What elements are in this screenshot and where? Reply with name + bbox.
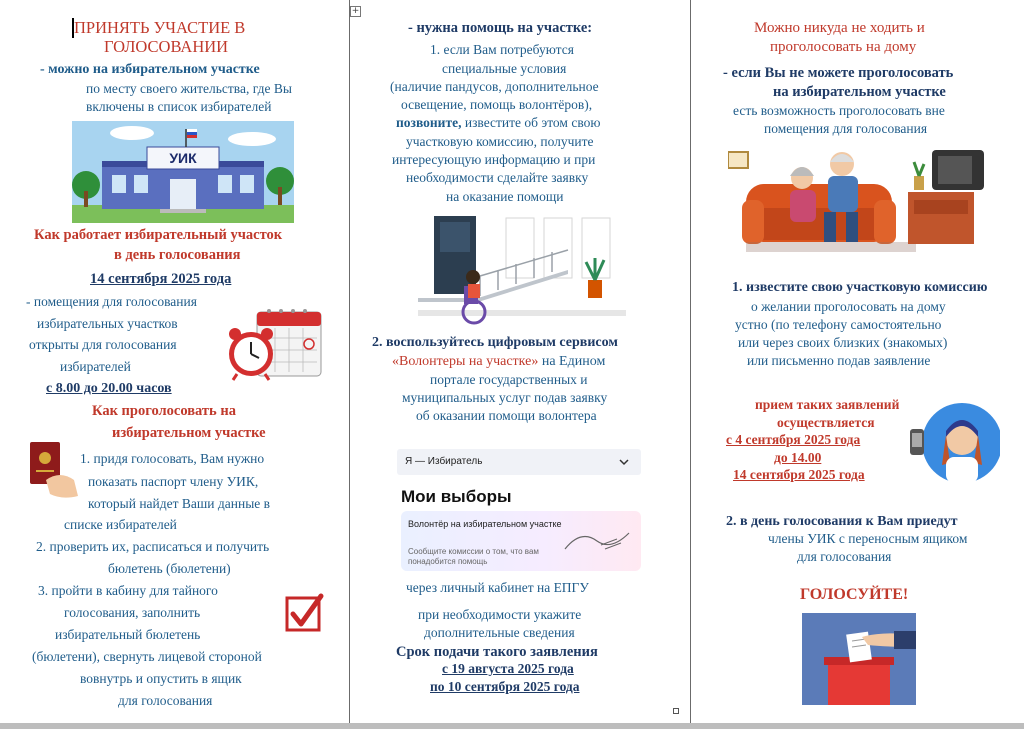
elderly-couple-home-illustration: [728, 138, 993, 256]
col2-a-line4: освещение, помощь волонтёров),: [401, 97, 593, 112]
col1-heading-how-vote-1: Как проголосовать на: [92, 403, 236, 419]
col3-period-until-time: до 14.00: [774, 450, 822, 465]
col3-step1-line1: 1. известите свою участковую комиссию: [732, 280, 988, 295]
column-divider-right: [690, 0, 691, 729]
col1-step3-line1: 3. пройти в кабину для тайного: [38, 583, 218, 598]
col2-deadline-heading: Срок подачи такого заявления: [396, 644, 598, 660]
col3-step1-line4: или через своих близких (знакомых): [738, 335, 948, 350]
handshake-icon: [561, 519, 633, 559]
col2-a-line7: интересующую информацию и при: [392, 152, 596, 167]
col2-b-line2: [392, 353, 605, 370]
col1-hours-line3: открыты для голосования: [29, 337, 177, 352]
col2-a-line1: 1. если Вам потребуются: [430, 42, 574, 57]
col3-period-line2: осуществляется: [777, 415, 875, 430]
woman-phone-avatar: [904, 401, 1000, 487]
col2-c-line2: при необходимости укажите: [418, 607, 582, 622]
col2-a-line8: необходимости сделайте заявку: [406, 170, 589, 185]
col2-deadline-to: по 10 сентября 2025 года: [430, 679, 580, 694]
ballot-box-icon: [802, 613, 916, 705]
uik-sign: УИК: [169, 150, 197, 166]
chevron-down-icon: [619, 458, 629, 466]
col3-step2-line1: 2. в день голосования к Вам приедут: [726, 514, 958, 529]
col3-step2-line2: члены УИК с переносным ящиком: [768, 531, 968, 546]
col3-heading-line1: Можно никуда не ходить и: [754, 20, 925, 36]
col1-step3-line3: избирательный бюлетень: [55, 627, 201, 642]
column-divider-left: [349, 0, 350, 729]
col1-hours-line4: избирателей: [60, 359, 131, 374]
col1-step3-line5: вовнутрь и опустить в ящик: [80, 671, 242, 686]
col3-period-line1: прием таких заявлений: [755, 397, 900, 412]
resize-handle[interactable]: [673, 708, 679, 714]
col2-b-line4: муниципальных услуг подав заявку: [402, 390, 608, 405]
col1-intro-line2: по месту своего жительства, где Вы: [86, 81, 292, 96]
col1-hours-line1: - помещения для голосования: [26, 294, 197, 309]
table-move-handle-icon[interactable]: +: [351, 6, 360, 16]
col2-c-line1: через личный кабинет на ЕПГУ: [406, 580, 589, 595]
col2-c-line3: дополнительные сведения: [424, 625, 575, 640]
col3-heading-line2: проголосовать на дому: [770, 39, 917, 55]
col2-deadline-from: с 19 августа 2025 года: [442, 661, 574, 676]
passport-icon: [26, 440, 82, 500]
gosuslugi-app-screenshot: [397, 449, 641, 577]
col2-a-line5-rest: известите об этом свою: [461, 115, 601, 130]
col3-vote-call: ГОЛОСУЙТЕ!: [800, 586, 909, 603]
col1-step3-line6: для голосования: [118, 693, 213, 708]
col1-step1-line1: 1. придя голосовать, Вам нужно: [80, 451, 265, 466]
calendar-clock-icon: [227, 306, 325, 384]
col2-call-emphasis: позвоните,: [396, 115, 462, 130]
col1-intro-line3: включены в список избирателей: [86, 99, 272, 114]
col3-intro-line3: есть возможность проголосовать вне: [733, 103, 945, 118]
col1-step1-line4: списке избирателей: [64, 517, 177, 532]
checkbox-check-icon: [285, 592, 325, 634]
col1-hours-value: с 8.00 до 20.00 часов: [46, 381, 172, 396]
col2-a-line2: специальные условия: [442, 61, 567, 76]
col1-step1-line3: который найдет Ваши данные в: [88, 496, 271, 511]
col1-step2-line2: бюлетень (бюлетени): [108, 561, 231, 576]
col3-period-from: с 4 сентября 2025 года: [726, 432, 861, 447]
voter-role-select-value: Я — Избиратель: [405, 456, 483, 467]
bottom-scrollbar[interactable]: [0, 723, 1024, 729]
col1-hours-line2: избирательных участков: [37, 316, 178, 331]
col1-election-date: 14 сентября 2025 года: [90, 271, 232, 287]
col1-step3-line2: голосования, заполнить: [64, 605, 201, 620]
wheelchair-ramp-illustration: [418, 214, 626, 326]
col1-heading-how-vote-2: избирательном участке: [112, 425, 266, 441]
voter-role-select[interactable]: [397, 449, 641, 475]
col1-title-line2: ГОЛОСОВАНИИ: [104, 37, 229, 56]
volunteer-card-title: Волонтёр на избирательном участке: [408, 519, 562, 529]
col1-intro-line1: - можно на избирательном участке: [40, 62, 260, 77]
col2-b-line3: портале государственных и: [430, 372, 588, 387]
col1-step2-line1: 2. проверить их, расписаться и получить: [36, 539, 270, 554]
col2-b-line5: об оказании помощи волонтера: [416, 408, 597, 423]
col1-title-line1: ПРИНЯТЬ УЧАСТИЕ В: [74, 18, 246, 37]
col2-a-line6: участковую комиссию, получите: [406, 134, 594, 149]
col1-heading-how-works-1: Как работает избирательный участок: [34, 227, 283, 243]
col3-intro-line4: помещения для голосования: [764, 121, 928, 136]
my-elections-title: Мои выборы: [401, 487, 512, 506]
col2-a-line3: (наличие пандусов, дополнительное: [390, 79, 599, 94]
col2-a-line9: на оказание помощи: [446, 189, 564, 204]
col1-step1-line2: показать паспорт члену УИК,: [88, 474, 259, 489]
col3-intro-line2: на избирательном участке: [773, 84, 946, 100]
col3-step1-line5: или письменно подав заявление: [747, 353, 931, 368]
col2-a-line5: [396, 115, 600, 131]
col3-step2-line3: для голосования: [797, 549, 892, 564]
col2-b-line2-rest: на Едином: [538, 354, 606, 369]
polling-station-illustration: [72, 121, 294, 223]
col1-step3-line4: (бюлетени), свернуть лицевой стороной: [32, 649, 262, 664]
volunteer-card-subtitle: Сообщите комиссии о том, что вам понадобится помощь: [408, 547, 539, 566]
col2-volunteer-service-name: «Волонтеры на участке»: [392, 354, 539, 369]
volunteer-service-card[interactable]: [401, 511, 641, 571]
col3-step1-line2: о желании проголосовать на дому: [751, 299, 946, 314]
col2-heading-help: - нужна помощь на участке:: [408, 20, 593, 36]
col3-period-to: 14 сентября 2025 года: [733, 467, 865, 482]
col3-intro-line1: - если Вы не можете проголосовать: [723, 65, 954, 81]
col3-step1-line3: устно (по телефону самостоятельно: [735, 317, 942, 332]
col2-b-line1: 2. воспользуйтесь цифровым сервисом: [372, 335, 618, 350]
col1-heading-how-works-2: в день голосования: [114, 247, 241, 263]
